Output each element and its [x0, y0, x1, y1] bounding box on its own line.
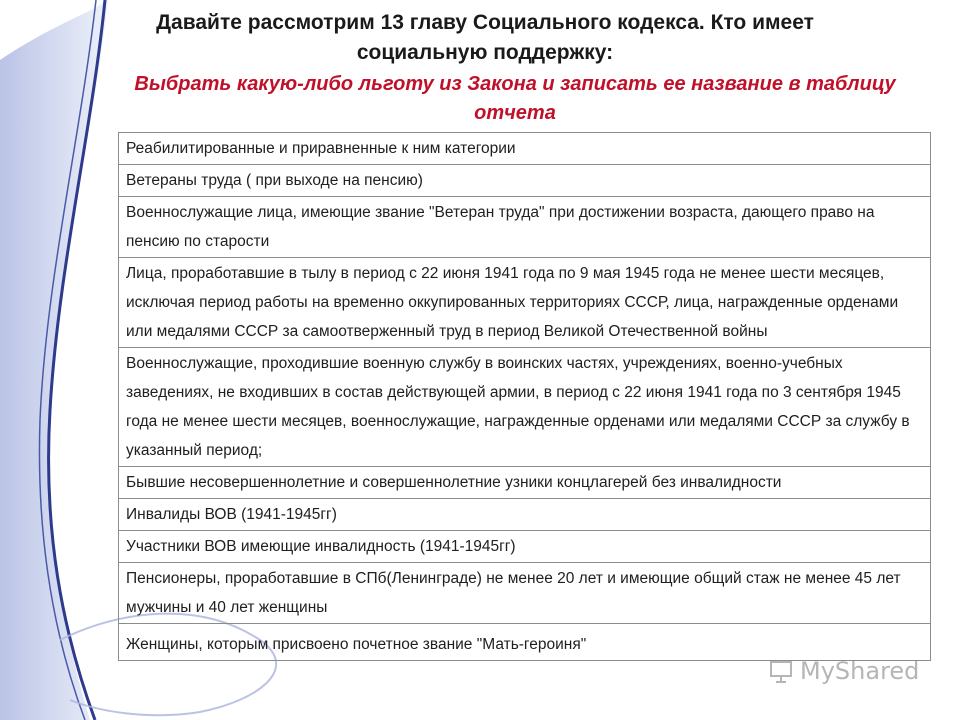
table-row	[119, 258, 931, 348]
table-row	[119, 348, 931, 467]
table-row	[119, 133, 931, 165]
table-cell: Инвалиды ВОВ (1941-1945гг)	[119, 499, 931, 531]
table-row	[119, 165, 931, 197]
table-cell: Лица, проработавшие в тылу в период с 22 июня 1941 года по 9 мая 1945 года не менее шести месяцев, исключая период работы на временно оккупированных территориях СССР, лица, награжденные орденами или медалями СССР за самоотверженный труд в период Великой Отечественной войны	[119, 258, 931, 348]
table-row	[119, 624, 931, 661]
table-row	[119, 197, 931, 258]
table-row	[119, 563, 931, 624]
table-cell: Бывшие несовершеннолетние и совершеннолетние узники концлагерей без инвалидности	[119, 467, 931, 499]
table-cell: Пенсионеры, проработавшие в СПб(Ленинграде) не менее 20 лет и имеющие общий стаж не менее 45 лет мужчины и 40 лет женщины	[119, 563, 931, 624]
benefits-table	[118, 132, 931, 661]
table-cell: Реабилитированные и приравненные к ним категории	[119, 133, 931, 165]
table-row	[119, 499, 931, 531]
presentation-icon	[768, 658, 794, 684]
table-cell: Ветераны труда ( при выходе на пенсию)	[119, 165, 931, 197]
watermark-text: MyShared	[800, 657, 920, 685]
table-cell: Военнослужащие, проходившие военную службу в воинских частях, учреждениях, военно-учебных заведениях, не входивших в состав действующей армии, в период с 22 июня 1941 года по 3 сентября 1945 года не менее шести месяцев, военнослужащие, награжденные орденами или медалями СССР за службу в указанный период;	[119, 348, 931, 467]
table-row	[119, 531, 931, 563]
table-cell: Военнослужащие лица, имеющие звание "Ветеран труда" при достижении возраста, дающего право на пенсию по старости	[119, 197, 931, 258]
slide-subtitle: Выбрать какую-либо льготу из Закона и записать ее название в таблицу отчета	[134, 73, 896, 124]
table-cell: Женщины, которым присвоено почетное звание "Мать-героиня"	[119, 624, 931, 661]
table-cell: Участники ВОВ имеющие инвалидность (1941-1945гг)	[119, 531, 931, 563]
table-row	[119, 467, 931, 499]
slide-title: Давайте рассмотрим 13 главу Социального кодекса. Кто имеет социальную поддержку:	[156, 11, 814, 64]
watermark	[768, 657, 919, 685]
